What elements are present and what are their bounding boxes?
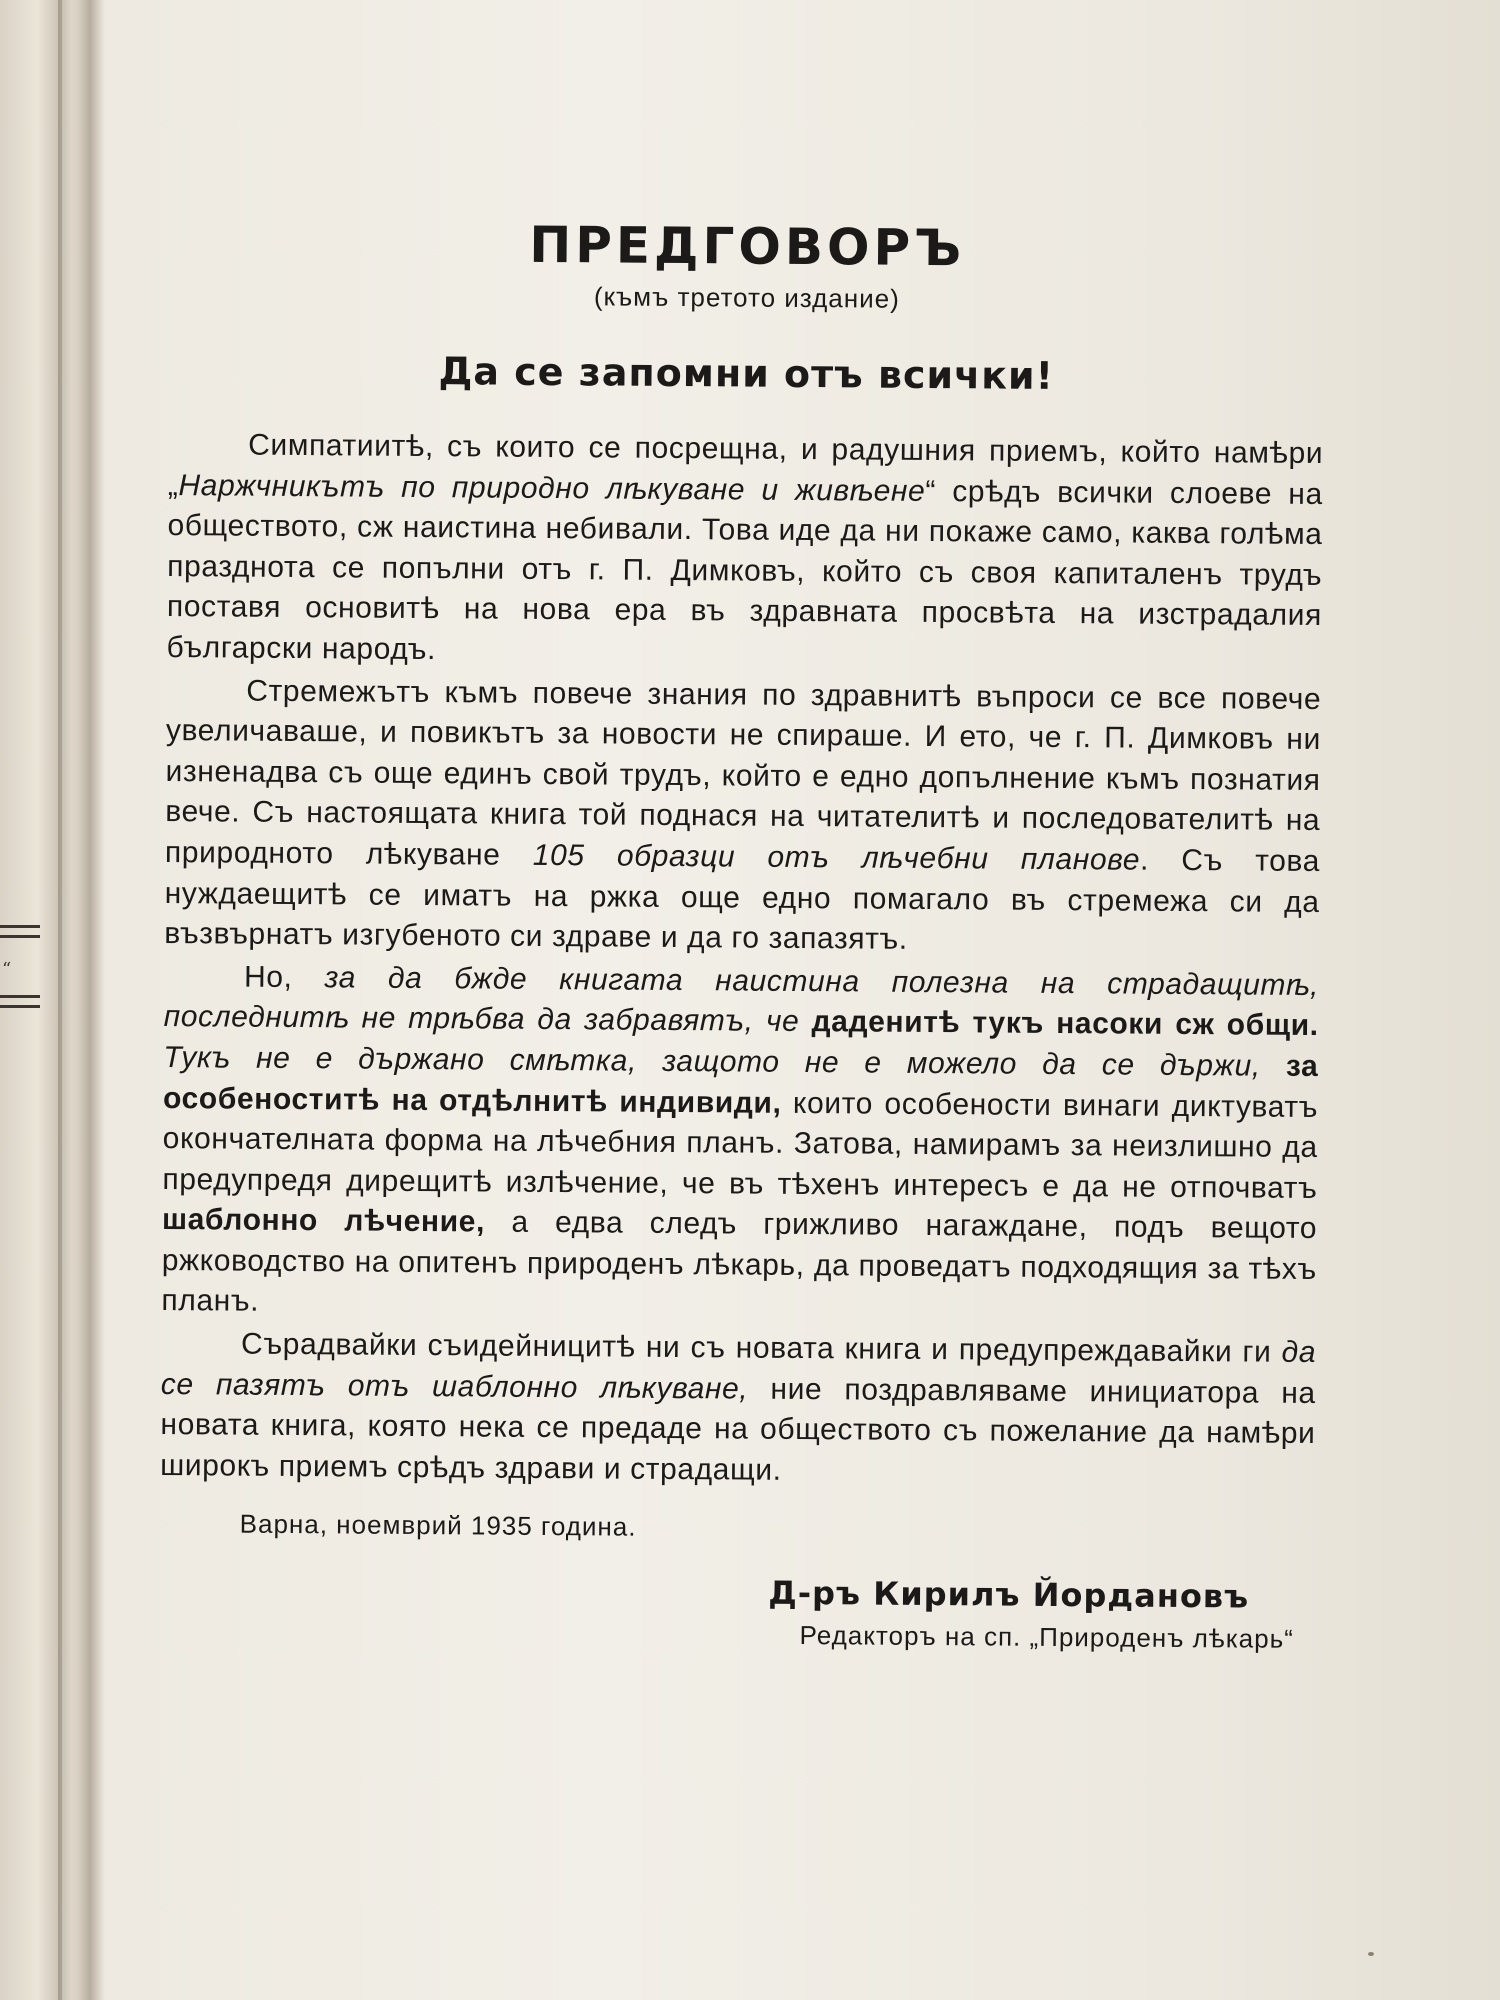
bold-text-segment: за особеноститѣ на отдѣлнитѣ индивиди, (162, 1049, 1319, 1120)
italic-text-segment: за да бжде книгата наистина полезна на страдащитѣ, последнитѣ не трѣбва да забравятъ, че (163, 960, 1320, 1039)
page-subtitle: (къмъ третото издание) (593, 281, 900, 314)
paragraph (164, 671, 1321, 964)
italic-text-segment: Тукъ не е държано смѣтка, защото не е можело да се държи, (163, 1040, 1261, 1083)
text-segment: “ срѣдъ всички слоеве на обществото, сж наистина небивали. Това иде да ни покаже само, каква голѣма празднота се попълни отъ г. П. Димковъ, който съ своя капиталенъ трудъ поставя основитѣ на нова ера въ здравната просвѣта на изстрадалия български народъ. (166, 474, 1323, 667)
book-gutter (58, 0, 72, 2000)
paragraph (160, 1324, 1316, 1495)
italic-text-segment: 105 образци отъ лѣчебни планове (532, 838, 1141, 877)
margin-quote-mark: “ (2, 959, 12, 980)
text-segment: Сърадвайки съидейницитѣ ни съ новата книга и предупреждавайки ги (241, 1327, 1282, 1369)
italic-text-segment: да се пазятъ отъ шаблонно лѣкуване, (160, 1335, 1317, 1406)
text-segment: Симпатиитѣ, съ които се посрещна, и радушния приемъ, който намѣри „ (167, 428, 1324, 502)
paragraph (161, 957, 1319, 1331)
text-segment: Стремежътъ къмъ повече знания по здравнитѣ въпроси се все повече увеличаваше, и повикътъ за новости не спираше. И ето, че г. П. Димковъ ни изненадва съ още единъ свой трудъ, който е едно допълнение къмъ познатия вече. Съ настоящата книга той поднася на читателитѣ и последователитѣ на природното лѣкуване (164, 674, 1322, 872)
margin-line (0, 1005, 40, 1008)
text-segment: . Съ това нуждаещитѣ се иматъ на ржка още едно помагало въ стремежа си да възвърнатъ изгубеното си здраве и да го запазятъ. (164, 843, 1321, 956)
place-date: Варна, ноемврий 1935 година. (239, 1509, 637, 1543)
paragraph (166, 425, 1323, 678)
text-segment: ние поздравляваме инициатора на новата книга, която нека се предаде на обществото съ пожелание да намѣри широкъ приемъ срѣдъ здрави и страдащи. (160, 1372, 1316, 1487)
motto-heading: Да се запомни отъ всички! (438, 349, 1055, 398)
bold-text-segment: шаблонно лѣчение, (161, 1203, 486, 1239)
paper-speck (1368, 1952, 1374, 1956)
document-page (159, 215, 1325, 1655)
bold-text-segment: даденитѣ тукъ насоки сж общи. (811, 1005, 1319, 1043)
body-text (160, 425, 1323, 1495)
signature-name: Д-ръ Кирилъ Йордановъ (768, 1574, 1250, 1616)
margin-marks (0, 925, 40, 1025)
text-segment: Но, (243, 960, 325, 994)
margin-line (0, 935, 40, 938)
text-segment: а едва следъ грижливо нагаждане, подъ вещото ржководство на опитенъ природенъ лѣкарь, да проведатъ подходящия за тѣхъ планъ. (161, 1205, 1318, 1319)
signature-role: Редакторъ на сп. „Природенъ лѣкарь“ (799, 1620, 1294, 1655)
italic-text-segment: Наржчникътъ по природно лѣкуване и живѣене (178, 468, 926, 508)
page-title: ПРЕДГОВОРЪ (529, 215, 966, 278)
text-segment: които особености винаги диктуватъ окончателната форма на лѣчебния планъ. Затова, намирамъ за неизлишно да предупредя дирещитѣ излѣчение, че въ тѣхенъ интересъ е да не отпочватъ (162, 1086, 1319, 1205)
margin-line (0, 995, 40, 998)
margin-line (0, 925, 40, 928)
